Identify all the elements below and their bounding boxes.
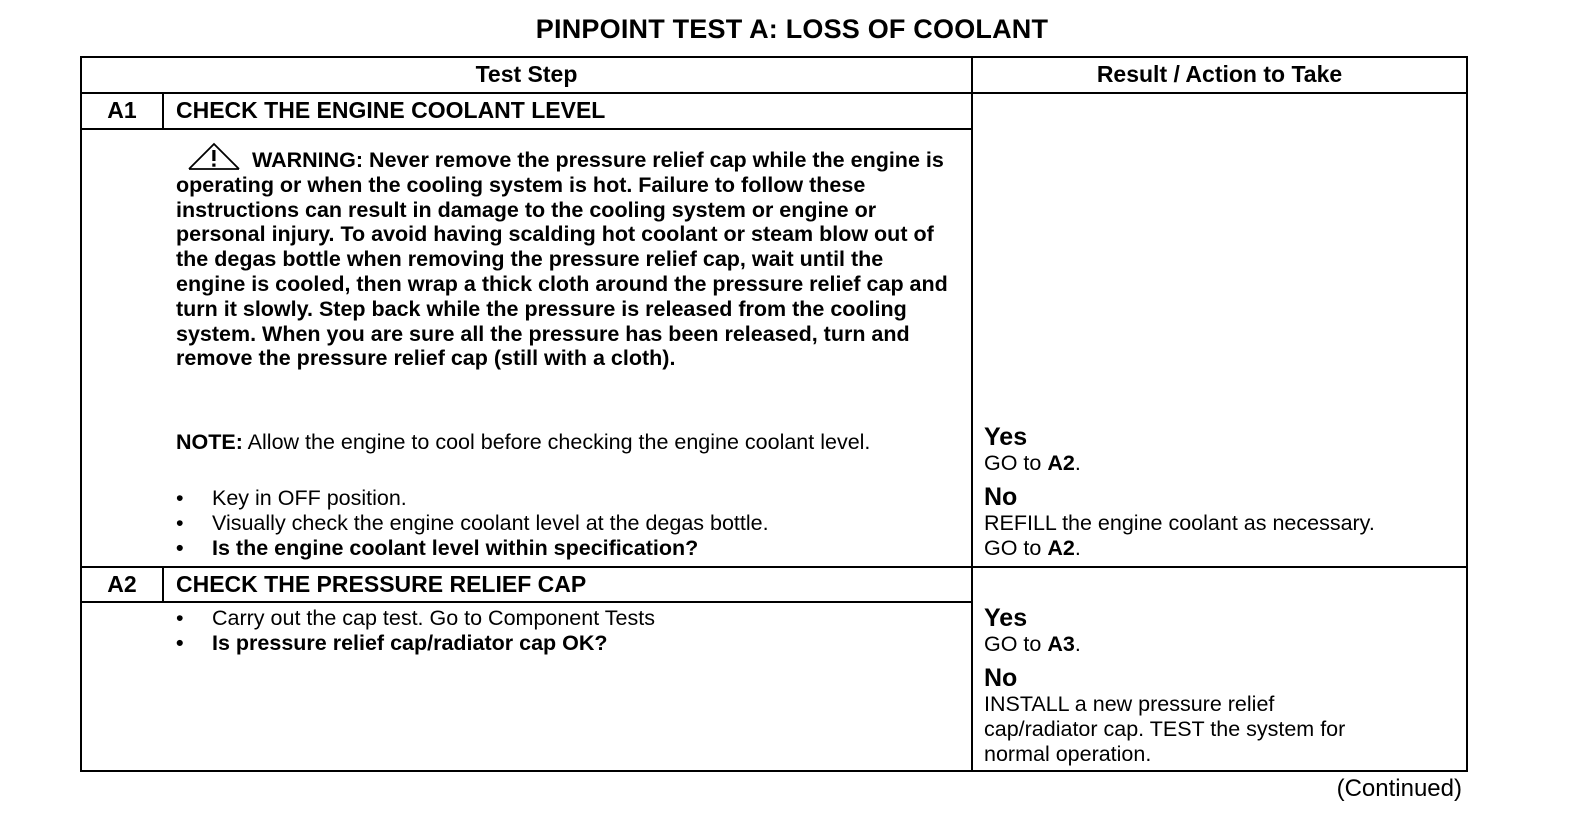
header-result: Result / Action to Take bbox=[1096, 61, 1343, 87]
bullet-icon: • bbox=[176, 511, 184, 535]
list-item: • Visually check the engine coolant level at the degas bottle. bbox=[176, 511, 769, 535]
a2-result bbox=[984, 605, 1345, 767]
warning-text: WARNING: Never remove the pressure relief cap while the engine is operating or when the cooling system is hot. Failure to follow these instructions can result in damage to the cooling system or engine or personal injury. To avoid having scalding hot coolant or steam blow out of the degas bottle when removing the pressure relief cap, wait until the engine is cooled, then wrap a thick cloth around the pressure relief cap and turn it slowly. Step back while the pressure is released from the cooling system. When you are sure all the pressure has been released, turn and remove the pressure relief cap (still with a cloth). bbox=[176, 148, 948, 371]
step-number-divider-a1 bbox=[162, 92, 164, 128]
a1-no-goto: GO to A2. bbox=[984, 536, 1081, 560]
header-test-step: Test Step bbox=[475, 61, 578, 87]
note-label: NOTE: bbox=[176, 430, 243, 454]
step-id-a1: A1 bbox=[107, 97, 137, 123]
bullet-icon: • bbox=[176, 536, 184, 560]
list-item: • Is the engine coolant level within specification? bbox=[176, 536, 699, 560]
a2-row-divider bbox=[82, 566, 1466, 568]
step-id-a2: A2 bbox=[107, 571, 137, 597]
continued-label: (Continued) bbox=[1336, 775, 1462, 802]
a2-no-action-line-2: cap/radiator cap. TEST the system for bbox=[984, 717, 1346, 741]
bullet-icon: • bbox=[176, 631, 184, 655]
a2-no-action-line-1: INSTALL a new pressure relief bbox=[984, 692, 1275, 716]
a1-bullet-list bbox=[176, 486, 976, 561]
warning-block bbox=[176, 142, 956, 371]
a1-result bbox=[984, 424, 1375, 561]
list-item: • Is pressure relief cap/radiator cap OK? bbox=[176, 631, 608, 655]
a2-no-action-line-3: normal operation. bbox=[984, 742, 1152, 766]
step-number-divider-a2 bbox=[162, 566, 164, 602]
warning-triangle-icon bbox=[188, 142, 240, 170]
a1-title-divider bbox=[82, 128, 971, 130]
step-title-a2: CHECK THE PRESSURE RELIEF CAP bbox=[176, 571, 587, 597]
a1-yes-action: GO to A2. bbox=[984, 451, 1081, 475]
a2-yes-label: Yes bbox=[984, 604, 1028, 632]
page-title: PINPOINT TEST A: LOSS OF COOLANT bbox=[535, 14, 1049, 44]
bullet-icon: • bbox=[176, 486, 184, 510]
a1-no-action: REFILL the engine coolant as necessary. bbox=[984, 511, 1375, 535]
header-divider bbox=[82, 92, 1466, 94]
a1-yes-label: Yes bbox=[984, 423, 1028, 451]
column-divider bbox=[971, 58, 973, 770]
a1-no-label: No bbox=[984, 483, 1018, 511]
step-title-a1: CHECK THE ENGINE COOLANT LEVEL bbox=[176, 97, 606, 123]
note-text: Allow the engine to cool before checking the engine coolant level. bbox=[242, 430, 871, 454]
a2-bullet-list bbox=[176, 606, 976, 656]
list-item: • Key in OFF position. bbox=[176, 486, 407, 510]
a2-no-label: No bbox=[984, 664, 1018, 692]
a2-title-divider bbox=[82, 601, 971, 603]
note-block bbox=[176, 430, 956, 455]
list-item: • Carry out the cap test. Go to Component Tests bbox=[176, 606, 655, 630]
a2-yes-action: GO to A3. bbox=[984, 632, 1081, 656]
bullet-icon: • bbox=[176, 606, 184, 630]
pinpoint-test-table bbox=[80, 56, 1468, 772]
